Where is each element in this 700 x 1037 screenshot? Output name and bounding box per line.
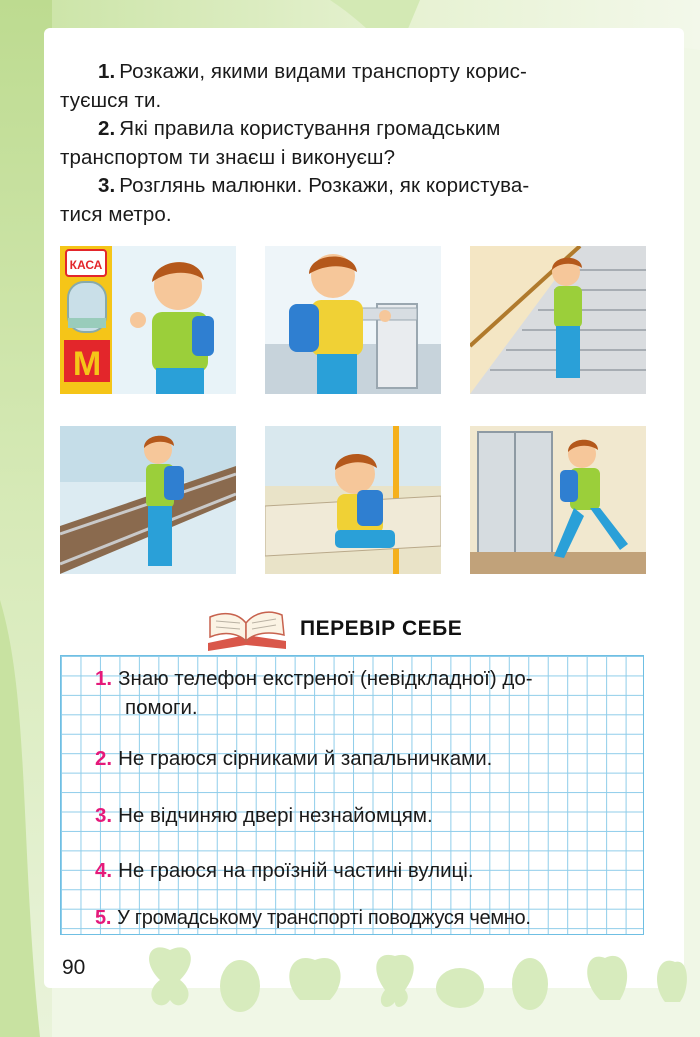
illustration-turnstile (265, 246, 441, 394)
checklist-grid (60, 655, 644, 935)
question-1-continuation: туєшся ти. (60, 88, 162, 112)
leaf-icon (149, 947, 191, 1005)
checklist-item-3: 3. Не відчиняю двері незнайомцям. (95, 804, 433, 827)
decorative-leaves (130, 940, 690, 1020)
leaf-icon (376, 955, 413, 1007)
metro-sign-text: М (72, 345, 102, 383)
metro-illustrations (60, 246, 646, 578)
checklist-item-4: 4. Не граюся на проїзній частині вулиці. (95, 859, 474, 882)
question-1: 1. Розкажи, якими видами транспорту корис- (98, 60, 527, 83)
checklist-item-1: 1. Знаю телефон екстреної (невідкладної) до- (95, 667, 533, 690)
checklist-item-2: 2. Не граюся сірниками й запальничками. (95, 747, 493, 770)
leaf-icon (220, 960, 260, 1012)
leaf-icon (657, 961, 687, 1002)
illustration-ticket-office (60, 246, 236, 394)
leaf-icon (436, 968, 484, 1008)
page-number: 90 (62, 956, 86, 979)
illustration-exiting-train (470, 426, 646, 574)
question-2: 2. Які правила користування громадським (98, 117, 501, 140)
question-3-continuation: тися метро. (60, 202, 172, 226)
illustration-platform (60, 426, 236, 574)
open-book-icon (204, 605, 290, 653)
check-section-header (204, 604, 534, 654)
leaf-icon (512, 958, 548, 1010)
leaf-icon (587, 956, 627, 1000)
question-3: 3. Розглянь малюнки. Розкажи, як користува- (98, 174, 530, 197)
kasa-sign-text: КАСА (69, 258, 103, 272)
illustration-train-seat (265, 426, 441, 574)
leaf-icon (289, 958, 340, 1000)
illustration-stairs (470, 246, 646, 394)
question-2-continuation: транспортом ти знаєш і виконуєш? (60, 145, 396, 169)
checklist-item-5: 5. У громадському транспорті поводжуся чемно. (95, 907, 531, 929)
checklist-item-1-continuation: помоги. (125, 696, 198, 719)
check-section-title: ПЕРЕВІР СЕБЕ (300, 617, 463, 640)
questions-block (60, 58, 645, 229)
